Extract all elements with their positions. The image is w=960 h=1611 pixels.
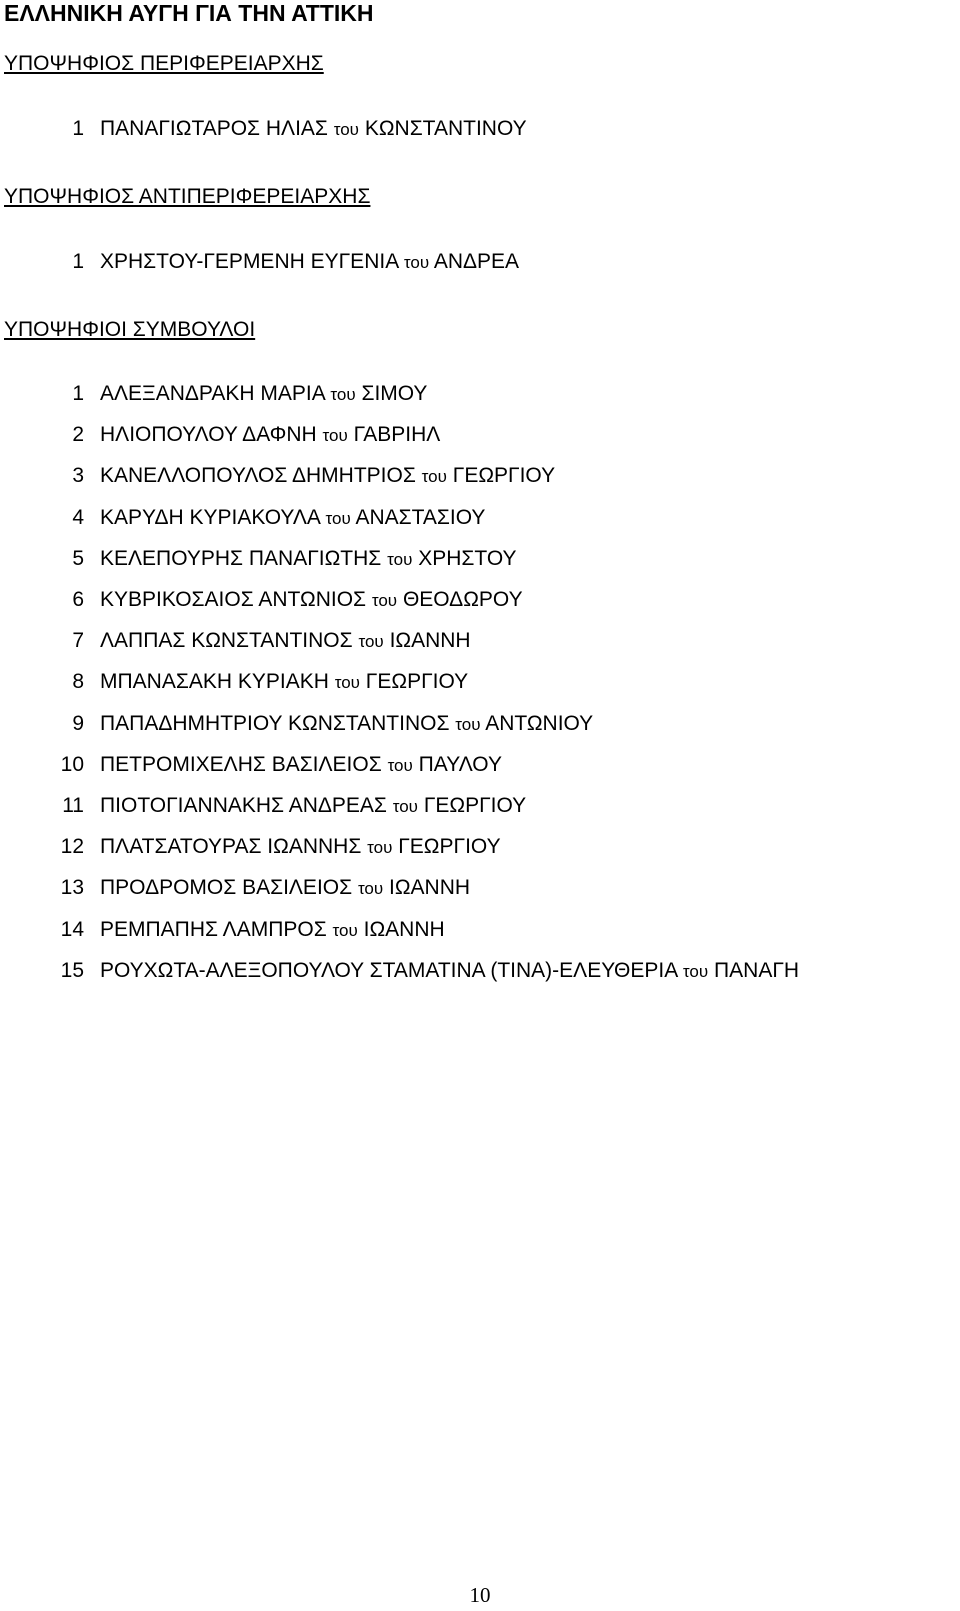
candidate-name: ΑΛΕΞΑΝΔΡΑΚΗ ΜΑΡΙΑ [100, 382, 325, 405]
page-number: 10 [469, 1583, 491, 1607]
candidate-tou: του [392, 797, 418, 816]
candidate-number: 2 [72, 423, 84, 446]
candidate-number: 7 [72, 629, 84, 652]
candidate-number: 6 [72, 588, 84, 611]
candidate-name-line [100, 875, 470, 902]
section-heading-deputy-governor: ΥΠΟΨΗΦΙΟΣ ΑΝΤΙΠΕΡΙΦΕΡΕΙΑΡΧΗΣ [4, 185, 371, 208]
candidate-name-line [100, 752, 502, 779]
candidate-name: ΠΙΟΤΟΓΙΑΝΝΑΚΗΣ ΑΝΔΡΕΑΣ [100, 794, 387, 817]
candidate-tou: του [682, 962, 709, 981]
candidate-tou: του [322, 426, 348, 445]
candidate-name: ΗΛΙΟΠΟΥΛΟΥ ΔΑΦΝΗ [100, 423, 317, 446]
candidate-number: 14 [60, 918, 84, 941]
section-heading-governor: ΥΠΟΨΗΦΙΟΣ ΠΕΡΙΦΕΡΕΙΑΡΧΗΣ [4, 52, 324, 75]
candidate-name-line [100, 505, 485, 532]
candidate-name-line [100, 463, 555, 490]
candidate-tou: του [325, 509, 351, 528]
candidate-father: ΓΕΩΡΓΙΟΥ [423, 794, 527, 817]
candidate-name-line [100, 249, 519, 276]
candidate-name: ΠΕΤΡΟΜΙΧΕΛΗΣ ΒΑΣΙΛΕΙΟΣ [100, 753, 382, 776]
candidate-number: 12 [60, 835, 84, 858]
candidate-number: 1 [72, 117, 84, 140]
candidate-father: ΑΝΑΣΤΑΣΙΟΥ [355, 506, 486, 529]
candidate-tou: του [455, 715, 481, 734]
candidate-name-line [100, 669, 468, 696]
candidate-name-line [100, 381, 427, 408]
candidate-name-line [100, 793, 526, 820]
candidate-father: ΓΕΩΡΓΙΟΥ [398, 835, 501, 858]
candidate-name: ΠΛΑΤΣΑΤΟΥΡΑΣ ΙΩΑΝΝΗΣ [100, 835, 362, 858]
candidate-name: ΧΡΗΣΤΟΥ-ΓΕΡΜΕΝΗ ΕΥΓΕΝΙΑ [100, 250, 399, 273]
candidate-father: ΠΑΥΛΟΥ [418, 753, 502, 776]
candidate-number: 3 [72, 464, 84, 487]
candidate-name: ΜΠΑΝΑΣΑΚΗ ΚΥΡΙΑΚΗ [100, 670, 329, 693]
candidate-father: ΙΩΑΝΝΗ [363, 918, 445, 941]
candidate-name: ΠΑΠΑΔΗΜΗΤΡΙΟΥ ΚΩΝΣΤΑΝΤΙΝΟΣ [100, 712, 450, 735]
candidate-name: ΚΑΝΕΛΛΟΠΟΥΛΟΣ ΔΗΜΗΤΡΙΟΣ [100, 464, 416, 487]
candidate-tou: του [371, 591, 398, 610]
candidate-name: ΠΑΝΑΓΙΩΤΑΡΟΣ ΗΛΙΑΣ [100, 117, 328, 140]
candidate-number: 8 [72, 670, 84, 693]
candidate-father: ΙΩΑΝΝΗ [389, 876, 471, 899]
candidate-number: 5 [72, 547, 84, 570]
candidate-name-line [100, 917, 445, 944]
candidate-father: ΘΕΟΔΩΡΟΥ [402, 588, 523, 611]
candidate-father: ΓΕΩΡΓΙΟΥ [365, 670, 469, 693]
candidate-number: 1 [72, 382, 84, 405]
candidate-name: ΡΟΥΧΩΤΑ-ΑΛΕΞΟΠΟΥΛΟΥ ΣΤΑΜΑΤΙΝΑ (ΤΙΝΑ)-ΕΛΕΥΘΕΡΙΑ [100, 959, 678, 982]
candidate-name-line [100, 546, 517, 573]
candidate-tou: του [330, 385, 356, 404]
candidate-tou: του [367, 838, 393, 857]
candidate-tou: του [387, 756, 413, 775]
candidate-father: ΑΝΔΡΕΑ [433, 250, 520, 273]
candidate-name: ΚΕΛΕΠΟΥΡΗΣ ΠΑΝΑΓΙΩΤΗΣ [100, 547, 382, 570]
candidate-name-line [100, 587, 523, 614]
candidate-number: 15 [60, 959, 84, 982]
candidate-tou: του [332, 921, 358, 940]
candidate-name-line [100, 711, 593, 738]
candidate-father: ΧΡΗΣΤΟΥ [418, 547, 517, 570]
candidate-name-line [100, 116, 527, 143]
document-title: ΕΛΛΗΝΙΚΗ ΑΥΓΗ ΓΙΑ ΤΗΝ ΑΤΤΙΚΗ [4, 0, 374, 26]
candidate-name: ΡΕΜΠΑΠΗΣ ΛΑΜΠΡΟΣ [100, 918, 327, 941]
candidate-tou: του [333, 120, 359, 139]
candidate-tou: του [403, 253, 430, 272]
candidate-tou: του [357, 879, 384, 898]
candidate-number: 13 [60, 876, 84, 899]
candidate-name: ΠΡΟΔΡΟΜΟΣ ΒΑΣΙΛΕΙΟΣ [100, 876, 353, 899]
candidate-name: ΚΑΡΥΔΗ ΚΥΡΙΑΚΟΥΛΑ [100, 506, 320, 529]
candidate-number: 1 [72, 250, 84, 273]
candidate-name: ΛΑΠΠΑΣ ΚΩΝΣΤΑΝΤΙΝΟΣ [100, 629, 353, 652]
candidate-tou: του [358, 632, 384, 651]
candidate-father: ΣΙΜΟΥ [361, 382, 428, 405]
candidate-tou: του [387, 550, 413, 569]
candidate-number: 11 [62, 794, 84, 817]
section-heading-councillors: ΥΠΟΨΗΦΙΟΙ ΣΥΜΒΟΥΛΟΙ [4, 318, 256, 341]
candidate-father: ΙΩΑΝΝΗ [389, 629, 471, 652]
candidate-name-line [100, 628, 471, 655]
candidate-tou: του [334, 673, 360, 692]
candidate-name-line [100, 958, 799, 985]
candidate-number: 10 [60, 753, 84, 776]
candidate-father: ΚΩΝΣΤΑΝΤΙΝΟΥ [364, 117, 527, 140]
candidate-father: ΓΕΩΡΓΙΟΥ [452, 464, 556, 487]
candidate-tou: του [421, 467, 447, 486]
candidate-number: 9 [72, 712, 84, 735]
candidate-number: 4 [72, 506, 84, 529]
candidate-name-line [100, 834, 501, 861]
candidate-name-line [100, 422, 440, 449]
candidate-father: ΓΑΒΡΙΗΛ [353, 423, 441, 446]
candidate-name: ΚΥΒΡΙΚΟΣΑΙΟΣ ΑΝΤΩΝΙΟΣ [100, 588, 367, 611]
candidate-father: ΠΑΝΑΓΗ [714, 959, 800, 982]
candidate-father: ΑΝΤΩΝΙΟΥ [485, 712, 594, 735]
